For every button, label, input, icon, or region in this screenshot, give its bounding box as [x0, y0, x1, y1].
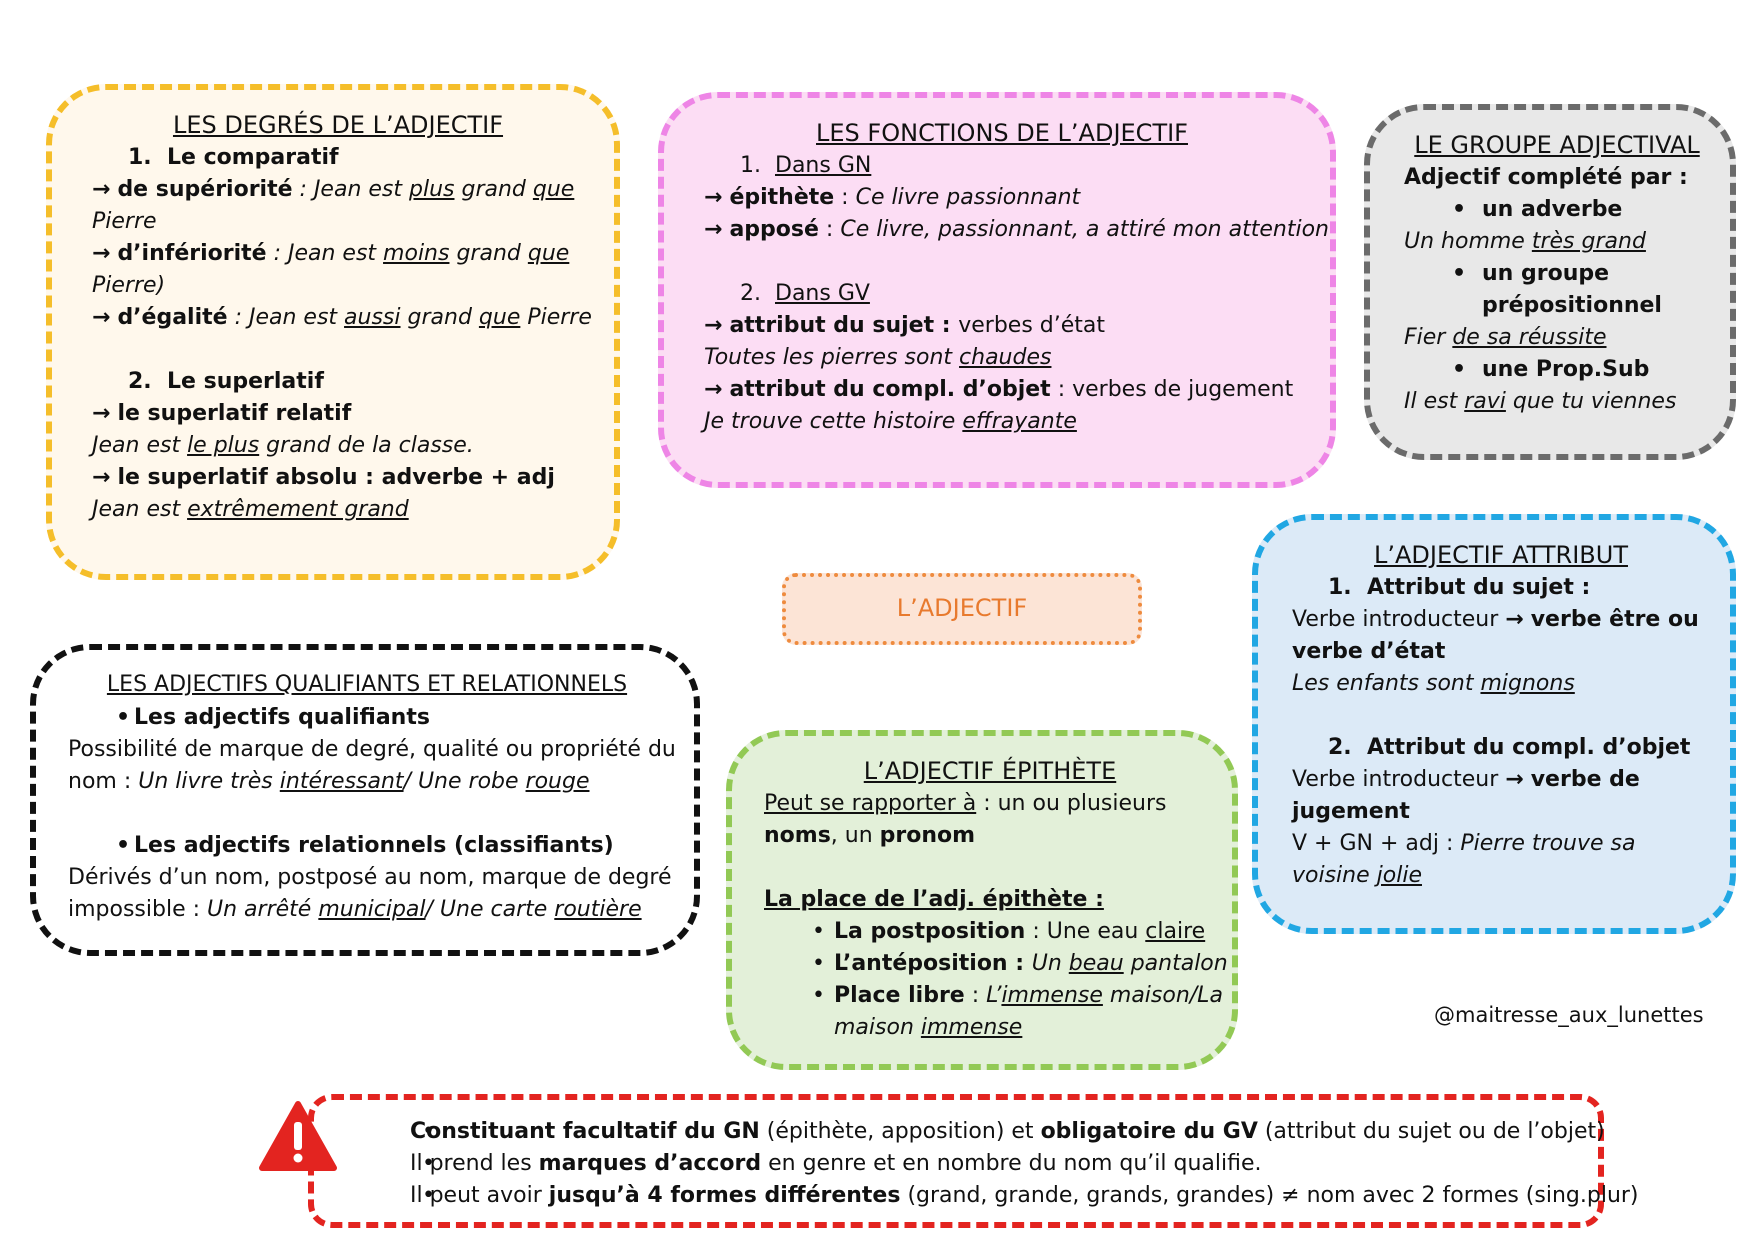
example-text: grand: [454, 177, 533, 202]
card-degres: [46, 84, 620, 580]
fonctions-title: LES FONCTIONS DE L’ADJECTIF: [816, 119, 1188, 147]
example-underlined: rouge: [525, 769, 590, 794]
gv-heading: [704, 278, 1300, 310]
example-text: grand: [449, 241, 528, 266]
example-underlined: le plus: [187, 433, 260, 458]
example-text: Un: [1031, 951, 1069, 976]
heading-label: Attribut du sujet :: [1367, 575, 1591, 600]
central-title: L’ADJECTIF: [896, 594, 1028, 622]
relationnels-desc: Dérivés d’un nom, postposé au nom, marque de degré: [68, 865, 672, 890]
sep: :: [292, 177, 314, 202]
superlatif-label: Le superlatif: [167, 369, 324, 394]
example-underlined: que: [527, 241, 570, 266]
example-text: maison: [834, 1015, 921, 1040]
gn-num: 1.: [740, 153, 761, 178]
card-warning: [308, 1094, 1639, 1228]
example-text: Fier: [1404, 325, 1453, 350]
example-text: que tu viennes: [1505, 389, 1677, 414]
qualifiants-title: LES ADJECTIFS QUALIFIANTS ET RELATIONNELS: [106, 672, 628, 697]
sep: :: [818, 217, 841, 242]
example-text: Jean est: [313, 177, 409, 202]
example-text: Jean est: [248, 305, 345, 330]
groupe-title: LE GROUPE ADJECTIVAL: [1414, 131, 1700, 159]
warning-text: (grand, grande, grands, grandes) ≠ nom avec 2 formes (sing.plur): [900, 1183, 1639, 1208]
comparatif-heading: [92, 142, 584, 174]
arrow-icon: →: [92, 305, 111, 330]
warning-text: marques d’accord: [538, 1151, 762, 1176]
verbe-text: verbe être ou: [1530, 607, 1699, 632]
comparatif-label: Le comparatif: [167, 145, 339, 170]
warning-text: (attribut du sujet ou de l’objet): [1257, 1119, 1605, 1144]
example-underlined: que: [532, 177, 575, 202]
appose-line: [704, 214, 1329, 246]
attr-objet-intro: [1292, 764, 1710, 796]
attr-objet-desc: verbes de jugement: [1072, 377, 1294, 402]
example-text: Un homme: [1404, 229, 1532, 254]
attr-sujet-heading: [1292, 572, 1710, 604]
arrow-icon: →: [704, 217, 723, 242]
attr-objet-ex: [1292, 860, 1710, 892]
arrow-icon: →: [704, 377, 723, 402]
warning-text: obligatoire du GV: [1040, 1119, 1258, 1144]
example-underlined: très grand: [1531, 229, 1646, 254]
superiorite-label: de supériorité: [117, 177, 293, 202]
gv-num: 2.: [740, 281, 761, 306]
attr-sujet-label: attribut du sujet: [729, 313, 935, 338]
sep: :: [1007, 951, 1032, 976]
groupe-prop: • une Prop.Sub: [1404, 354, 1710, 386]
qualifiants-label: • Les adjectifs qualifiants: [68, 702, 666, 734]
example-underlined: plus: [409, 177, 455, 202]
example-text: Un arrêté: [207, 897, 319, 922]
example-underlined: de sa réussite: [1452, 325, 1607, 350]
example-text: Un livre très: [138, 769, 280, 794]
inferiorite-label: d’infériorité: [117, 241, 267, 266]
attr-objet-rule: [1292, 828, 1710, 860]
example-text: Il est: [1404, 389, 1465, 414]
groupe-adverbe: • un adverbe: [1404, 194, 1710, 226]
relationnels-label: • Les adjectifs relationnels (classifiants): [68, 830, 666, 862]
example-underlined: claire: [1145, 919, 1206, 944]
epithete-example: Ce livre passionnant: [855, 185, 1081, 210]
inferiorite-example-cont: Pierre): [92, 273, 166, 298]
card-epithete: [726, 730, 1238, 1070]
warning-text: Il prend les: [410, 1151, 539, 1176]
warning-text: en genre et en nombre du nom qu’il qualifie.: [761, 1151, 1262, 1176]
example-underlined: effrayante: [962, 409, 1077, 434]
groupe-prop-example: [1404, 386, 1710, 418]
superlatif-heading: [92, 366, 584, 398]
example-text: Les enfants sont: [1292, 671, 1481, 696]
attr-objet-line: [704, 374, 1300, 406]
sep: :: [834, 185, 856, 210]
qualifiants-desc: Possibilité de marque de degré, qualité ou propriété du: [68, 737, 676, 762]
epithete-libre: [764, 980, 1223, 1012]
groupe-prep: • un groupe: [1404, 258, 1710, 290]
epithete-place-title: La place de l’adj. épithète :: [764, 887, 1104, 912]
central-title-box: [782, 573, 1142, 645]
appose-label: apposé: [729, 217, 819, 242]
example-text: Toutes les pierres sont: [704, 345, 960, 370]
example-underlined: mignons: [1480, 671, 1575, 696]
place-text: : Une eau: [1025, 919, 1146, 944]
example-underlined: jolie: [1376, 863, 1422, 888]
egalite-line: [92, 302, 592, 334]
rapport-text: Peut se rapporter à: [764, 791, 977, 816]
example-underlined: immense: [1001, 983, 1103, 1008]
superlatif-num: 2.: [128, 369, 152, 394]
attr-sujet-intro: [1292, 604, 1710, 636]
groupe-adverbe-example: [1404, 226, 1710, 258]
example-text: / Une carte: [425, 897, 555, 922]
sep: :: [266, 241, 288, 266]
rapport-text: : un ou plusieurs: [976, 791, 1167, 816]
example-text: Jean est: [92, 433, 188, 458]
rapport-text: noms: [764, 823, 831, 848]
place-label: L’antéposition: [834, 951, 1008, 976]
example-text: Je trouve cette histoire: [704, 409, 963, 434]
warning-text: Il peut avoir: [410, 1183, 549, 1208]
epithete-line: [704, 182, 1300, 214]
author-credit: @maitresse_aux_lunettes: [1434, 1003, 1704, 1027]
gn-label: Dans GN: [775, 153, 872, 178]
verbe-text: verbe de: [1530, 767, 1640, 792]
example-text: maison/La: [1102, 983, 1223, 1008]
place-label: La postposition: [834, 919, 1026, 944]
arrow-icon: →: [1505, 767, 1524, 792]
attr-sujet-example: [704, 342, 1300, 374]
example-underlined: routière: [554, 897, 642, 922]
sep: :: [227, 305, 249, 330]
arrow-icon: →: [1505, 607, 1524, 632]
example-underlined: chaudes: [959, 345, 1052, 370]
epithete-anteposition: [764, 948, 1228, 980]
heading-label: Attribut du compl. d’objet: [1367, 735, 1691, 760]
gv-label: Dans GV: [775, 281, 870, 306]
arrow-icon: →: [704, 313, 723, 338]
num: 2.: [1328, 735, 1352, 760]
rule-text: V + GN + adj :: [1292, 831, 1461, 856]
desc-text: impossible :: [68, 897, 208, 922]
gn-heading: [704, 150, 1300, 182]
num: 1.: [1328, 575, 1352, 600]
intro-text: Verbe introducteur: [1292, 607, 1506, 632]
example-text: / Une robe: [403, 769, 526, 794]
absolu-rule: adverbe + adj: [381, 465, 555, 490]
warning-line-1: [374, 1116, 1605, 1148]
example-underlined: ravi: [1464, 389, 1506, 414]
attr-objet-example: [704, 406, 1300, 438]
attr-sujet-ex: [1292, 668, 1710, 700]
card-qualifiants: [30, 644, 700, 956]
example-text: voisine: [1292, 863, 1377, 888]
sep: :: [357, 465, 382, 490]
example-text: pantalon: [1123, 951, 1228, 976]
absolu-example: [92, 494, 584, 526]
arrow-icon: →: [92, 177, 111, 202]
example-text: grand: [400, 305, 479, 330]
example-underlined: beau: [1068, 951, 1124, 976]
epithete-label: épithète: [729, 185, 835, 210]
example-underlined: moins: [383, 241, 450, 266]
inferiorite-line: [92, 238, 584, 270]
example-underlined: municipal: [318, 897, 426, 922]
arrow-icon: →: [92, 465, 111, 490]
rapport-text: , un: [830, 823, 880, 848]
card-groupe: [1364, 104, 1736, 460]
sep: :: [964, 983, 987, 1008]
groupe-intro: Adjectif complété par :: [1404, 165, 1688, 190]
attr-sujet-verbe-cont: verbe d’état: [1292, 639, 1446, 664]
attr-objet-label: attribut du compl. d’objet: [729, 377, 1051, 402]
example-text: Jean est: [92, 497, 188, 522]
egalite-label: d’égalité: [117, 305, 228, 330]
epithete-libre-cont: [764, 1012, 1216, 1044]
example-text: L’: [986, 983, 1002, 1008]
epithete-title: L’ADJECTIF ÉPITHÈTE: [863, 757, 1117, 785]
appose-example: Ce livre, passionnant, a attiré mon attention: [840, 217, 1329, 242]
attr-objet-verbe-cont: jugement: [1292, 799, 1410, 824]
attr-objet-heading: [1292, 732, 1710, 764]
superiorite-example-cont: Pierre: [92, 209, 157, 234]
sep: :: [934, 313, 959, 338]
epithete-rapport-cont: [764, 820, 1216, 852]
degres-title: LES DEGRÉS DE L’ADJECTIF: [172, 111, 504, 139]
rapport-text: pronom: [879, 823, 976, 848]
absolu-line: [92, 462, 584, 494]
warning-line-3: [374, 1180, 1639, 1212]
example-text: grand de la classe.: [259, 433, 474, 458]
desc-text: nom :: [68, 769, 139, 794]
relatif-example: [92, 430, 584, 462]
arrow-icon: →: [92, 401, 111, 426]
place-label: Place libre: [834, 983, 965, 1008]
relatif-line: [92, 398, 584, 430]
absolu-label: le superlatif absolu: [117, 465, 358, 490]
attr-sujet-desc: verbes d’état: [958, 313, 1106, 338]
arrow-icon: →: [92, 241, 111, 266]
example-underlined: immense: [920, 1015, 1023, 1040]
card-fonctions: [658, 92, 1336, 488]
qualifiants-example: [68, 766, 666, 798]
warning-text: jusqu’à 4 formes différentes: [548, 1183, 901, 1208]
example-underlined: intéressant: [279, 769, 404, 794]
example-text: Jean est: [287, 241, 384, 266]
intro-text: Verbe introducteur: [1292, 767, 1506, 792]
groupe-prep-cont: prépositionnel: [1482, 293, 1662, 318]
example-underlined: aussi: [344, 305, 401, 330]
comparatif-num: 1.: [128, 145, 152, 170]
example-text: Pierre trouve sa: [1460, 831, 1636, 856]
relationnels-example: [68, 894, 666, 926]
relatif-label: le superlatif relatif: [117, 401, 352, 426]
warning-text: Constituant facultatif du GN: [410, 1119, 760, 1144]
card-attribut: [1252, 514, 1736, 934]
example-underlined: extrêmement grand: [187, 497, 409, 522]
sep: :: [1050, 377, 1073, 402]
example-underlined: que: [478, 305, 521, 330]
warning-line-2: [374, 1148, 1578, 1180]
attribut-title: L’ADJECTIF ATTRIBUT: [1374, 541, 1628, 569]
epithete-rapport: [764, 788, 1216, 820]
warning-icon: [258, 1100, 338, 1172]
epithete-postposition: [764, 916, 1216, 948]
example-text: Pierre: [520, 305, 592, 330]
warning-text: (épithète, apposition) et: [759, 1119, 1041, 1144]
groupe-prep-example: [1404, 322, 1710, 354]
arrow-icon: →: [704, 185, 723, 210]
attr-sujet-line: [704, 310, 1300, 342]
superiorite-line: [92, 174, 584, 206]
